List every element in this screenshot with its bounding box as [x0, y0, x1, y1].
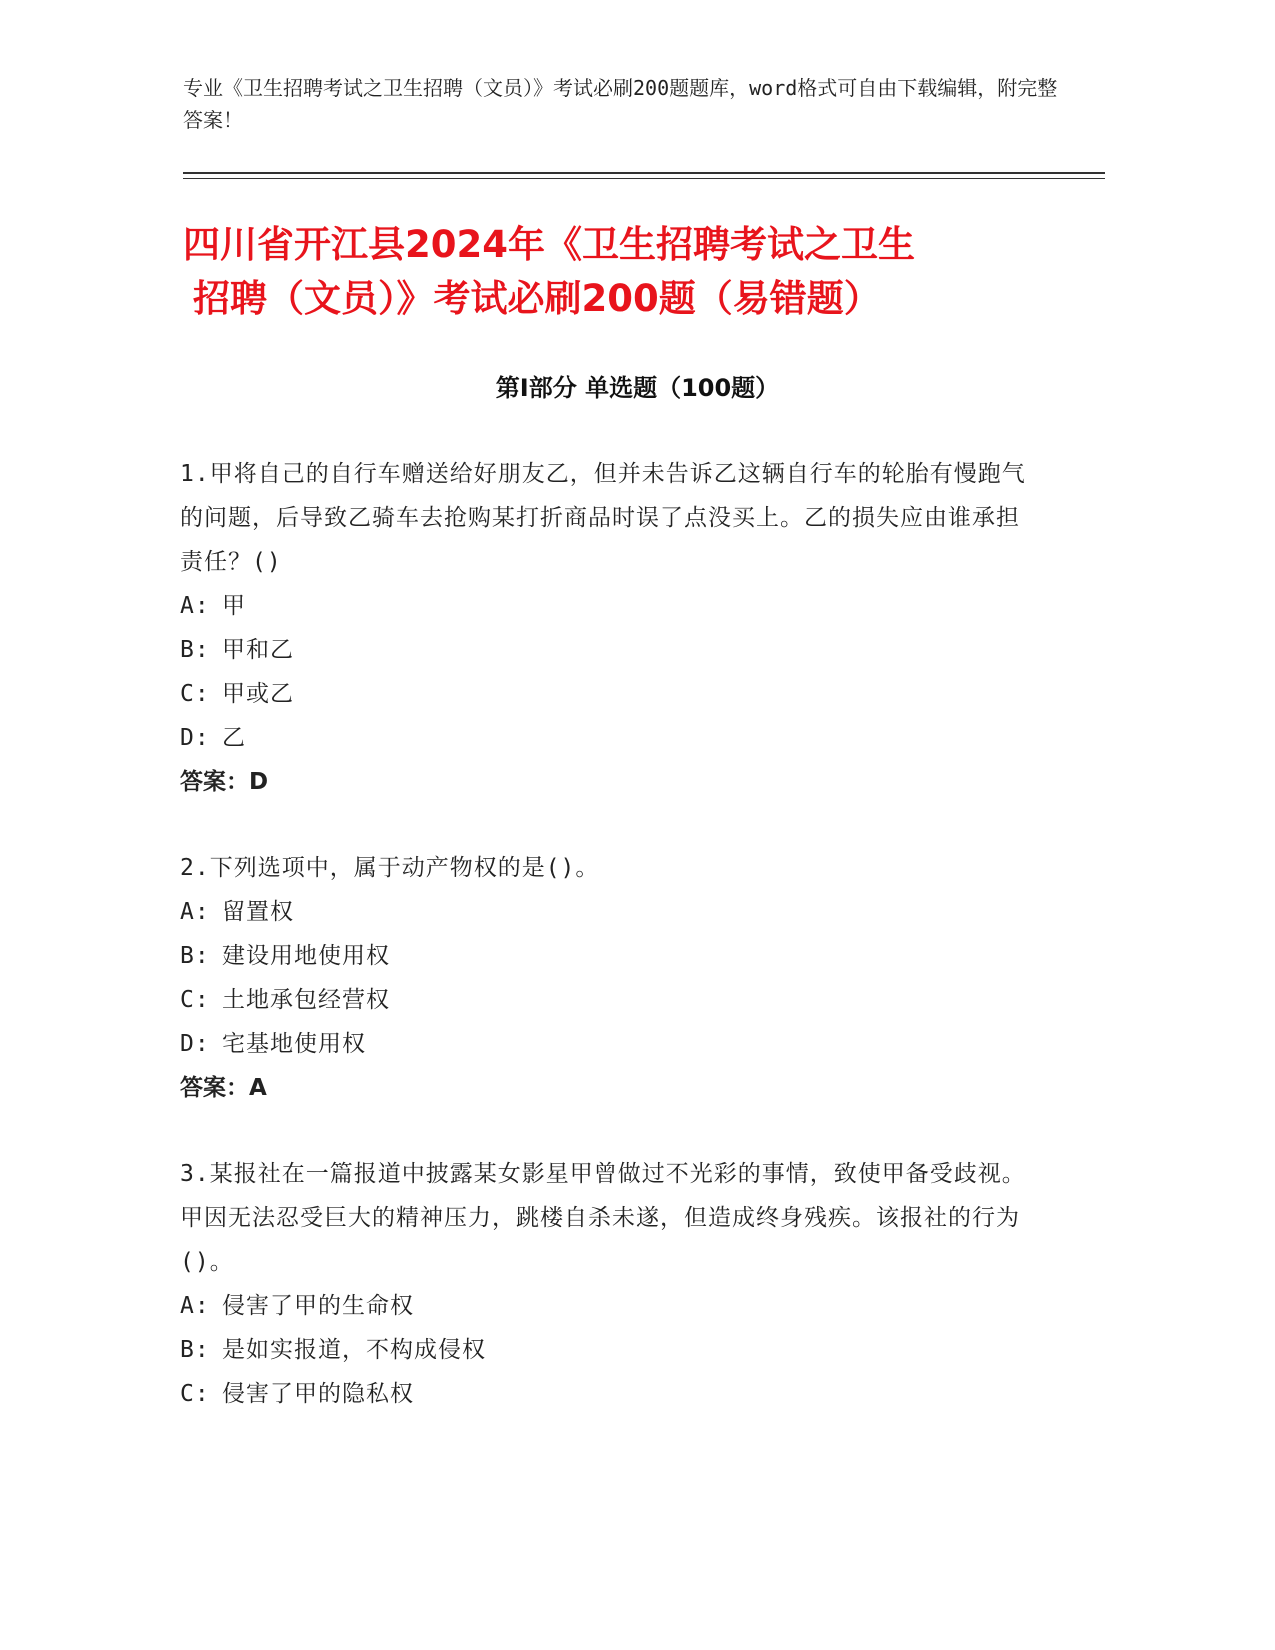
option-letter: D: — [180, 1031, 210, 1057]
question-stem: 2.下列选项中，属于动产物权的是()。 — [180, 855, 600, 881]
option-letter: B: — [180, 1337, 210, 1363]
option-c — [180, 1372, 1040, 1416]
option-letter: A: — [180, 593, 210, 619]
question-list — [180, 452, 1040, 1458]
option-letter: A: — [180, 1293, 210, 1319]
option-a — [180, 584, 1040, 628]
option-letter: D: — [180, 725, 210, 751]
question-2 — [180, 846, 1040, 1110]
option-text: 甲或乙 — [222, 681, 294, 707]
option-text: 建设用地使用权 — [222, 943, 390, 969]
option-text: 宅基地使用权 — [222, 1031, 366, 1057]
option-letter: A: — [180, 899, 210, 925]
option-text: 侵害了甲的生命权 — [222, 1293, 414, 1319]
option-text: 土地承包经营权 — [222, 987, 390, 1013]
option-d — [180, 716, 1040, 760]
option-letter: C: — [180, 681, 210, 707]
header-rule-thin — [183, 178, 1105, 179]
option-text: 侵害了甲的隐私权 — [222, 1381, 414, 1407]
question-1 — [180, 452, 1040, 804]
document-title-line1: 四川省开江县2024年《卫生招聘考试之卫生 — [183, 223, 915, 266]
answer-label: 答案：A — [180, 1075, 267, 1101]
header-rule-thick — [183, 172, 1105, 174]
question-stem: 1.甲将自己的自行车赠送给好朋友乙，但并未告诉乙这辆自行车的轮胎有慢跑气的问题，后导致乙骑车去抢购某打折商品时误了点没买上。乙的损失应由谁承担责任？() — [180, 461, 1026, 575]
header-note: 专业《卫生招聘考试之卫生招聘（文员）》考试必刷200题题库，word格式可自由下载编辑，附完整答案！ — [183, 76, 1058, 132]
answer-label: 答案：D — [180, 769, 269, 795]
option-d — [180, 1022, 1040, 1066]
option-text: 乙 — [222, 725, 246, 751]
document-title-line2: 招聘（文员）》考试必刷200题（易错题） — [193, 277, 881, 320]
section-heading: 第I部分 单选题（100题） — [495, 374, 780, 402]
question-stem: 3.某报社在一篇报道中披露某女影星甲曾做过不光彩的事情，致使甲备受歧视。甲因无法忍受巨大的精神压力，跳楼自杀未遂，但造成终身残疾。该报社的行为()。 — [180, 1161, 1026, 1275]
option-text: 甲 — [222, 593, 246, 619]
option-letter: B: — [180, 943, 210, 969]
option-letter: B: — [180, 637, 210, 663]
option-text: 是如实报道，不构成侵权 — [222, 1337, 486, 1363]
option-b — [180, 628, 1040, 672]
option-b — [180, 1328, 1040, 1372]
option-letter: C: — [180, 987, 210, 1013]
option-a — [180, 1284, 1040, 1328]
option-c — [180, 672, 1040, 716]
option-a — [180, 890, 1040, 934]
option-text: 留置权 — [222, 899, 294, 925]
option-letter: C: — [180, 1381, 210, 1407]
option-b — [180, 934, 1040, 978]
document-title — [183, 218, 1083, 326]
question-3 — [180, 1152, 1040, 1416]
option-text: 甲和乙 — [222, 637, 294, 663]
option-c — [180, 978, 1040, 1022]
